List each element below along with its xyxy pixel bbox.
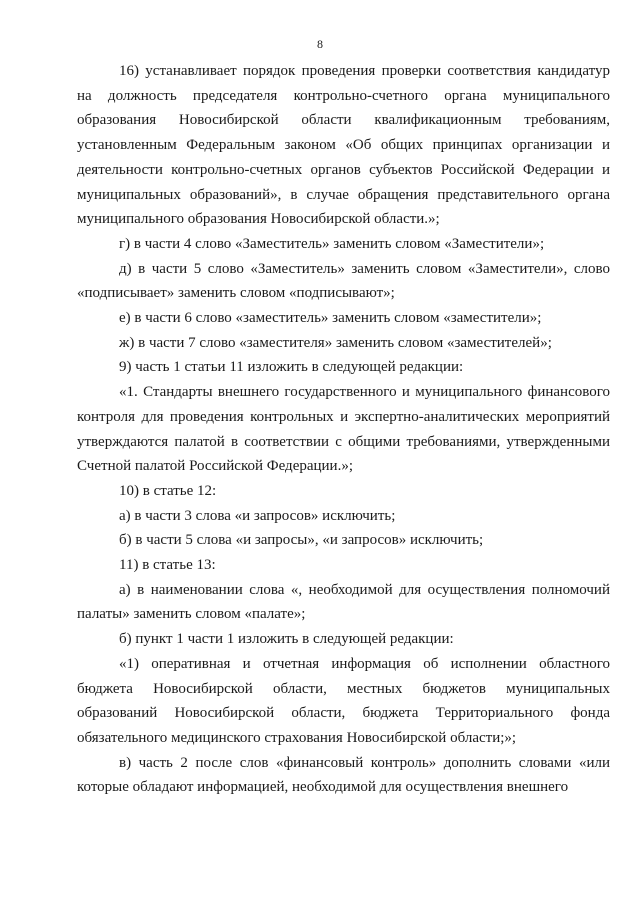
page-number: 8 [317,37,323,51]
paragraph-quote-standards: «1. Стандарты внешнего государственного и муниципального финансового контроля для проведения контрольных и экспертно-аналитических мероприятий утверждаются палатой в соответствии с общими требованиями, утвержденными Счетной палатой Российской Федерации.»; [77,384,610,475]
paragraph-item-16: 16) устанавливает порядок проведения проверки соответствия кандидатур на должность председателя контрольно-счетного органа муниципального образования Новосибирской области квалификационным требованиям, установленным Федеральным законом «Об общих принципах организации и деятельности контрольно-счетных органов субъектов Российской Федерации и муниципальных образований», в случае обращения представительного органа муниципального образования Новосибирской области.»; [77,63,610,228]
paragraph-subitem-d: д) в части 5 слово «Заместитель» заменить словом «Заместители», слово «подписывает» заменить словом «подписывают»; [77,260,610,302]
paragraph-subitem-a-art12: а) в части 3 слова «и запросов» исключить; [119,507,396,524]
paragraph-subitem-v-art13: в) часть 2 после слов «финансовый контроль» дополнить словами «или которые обладают информацией, необходимой для осуществления внешнего [77,754,610,796]
paragraph-subitem-b-art12: б) в части 5 слова «и запросы», «и запросов» исключить; [119,532,484,549]
paragraph-item-9: 9) часть 1 статьи 11 изложить в следующей редакции: [119,359,464,376]
paragraph-subitem-g: г) в части 4 слово «Заместитель» заменить словом «Заместители»; [119,235,545,252]
paragraph-subitem-zh: ж) в части 7 слово «заместителя» заменить словом «заместителей»; [119,334,552,351]
paragraph-quote-information: «1) оперативная и отчетная информация об исполнении областного бюджета Новосибирской области, местных бюджетов муниципальных образований Новосибирской области, бюджета Территориального фонда обязательного медицинского страхования Новосибирской области;»; [77,655,610,746]
paragraph-subitem-e: е) в части 6 слово «заместитель» заменить словом «заместители»; [119,310,542,327]
paragraph-subitem-a-art13: а) в наименовании слова «, необходимой для осуществления полномочий палаты» заменить словом «палате»; [77,581,610,623]
paragraph-subitem-b-art13: б) пункт 1 части 1 изложить в следующей редакции: [119,631,454,648]
paragraph-item-10: 10) в статье 12: [119,482,217,499]
paragraph-item-11: 11) в статье 13: [119,557,216,574]
document-body [77,59,610,800]
